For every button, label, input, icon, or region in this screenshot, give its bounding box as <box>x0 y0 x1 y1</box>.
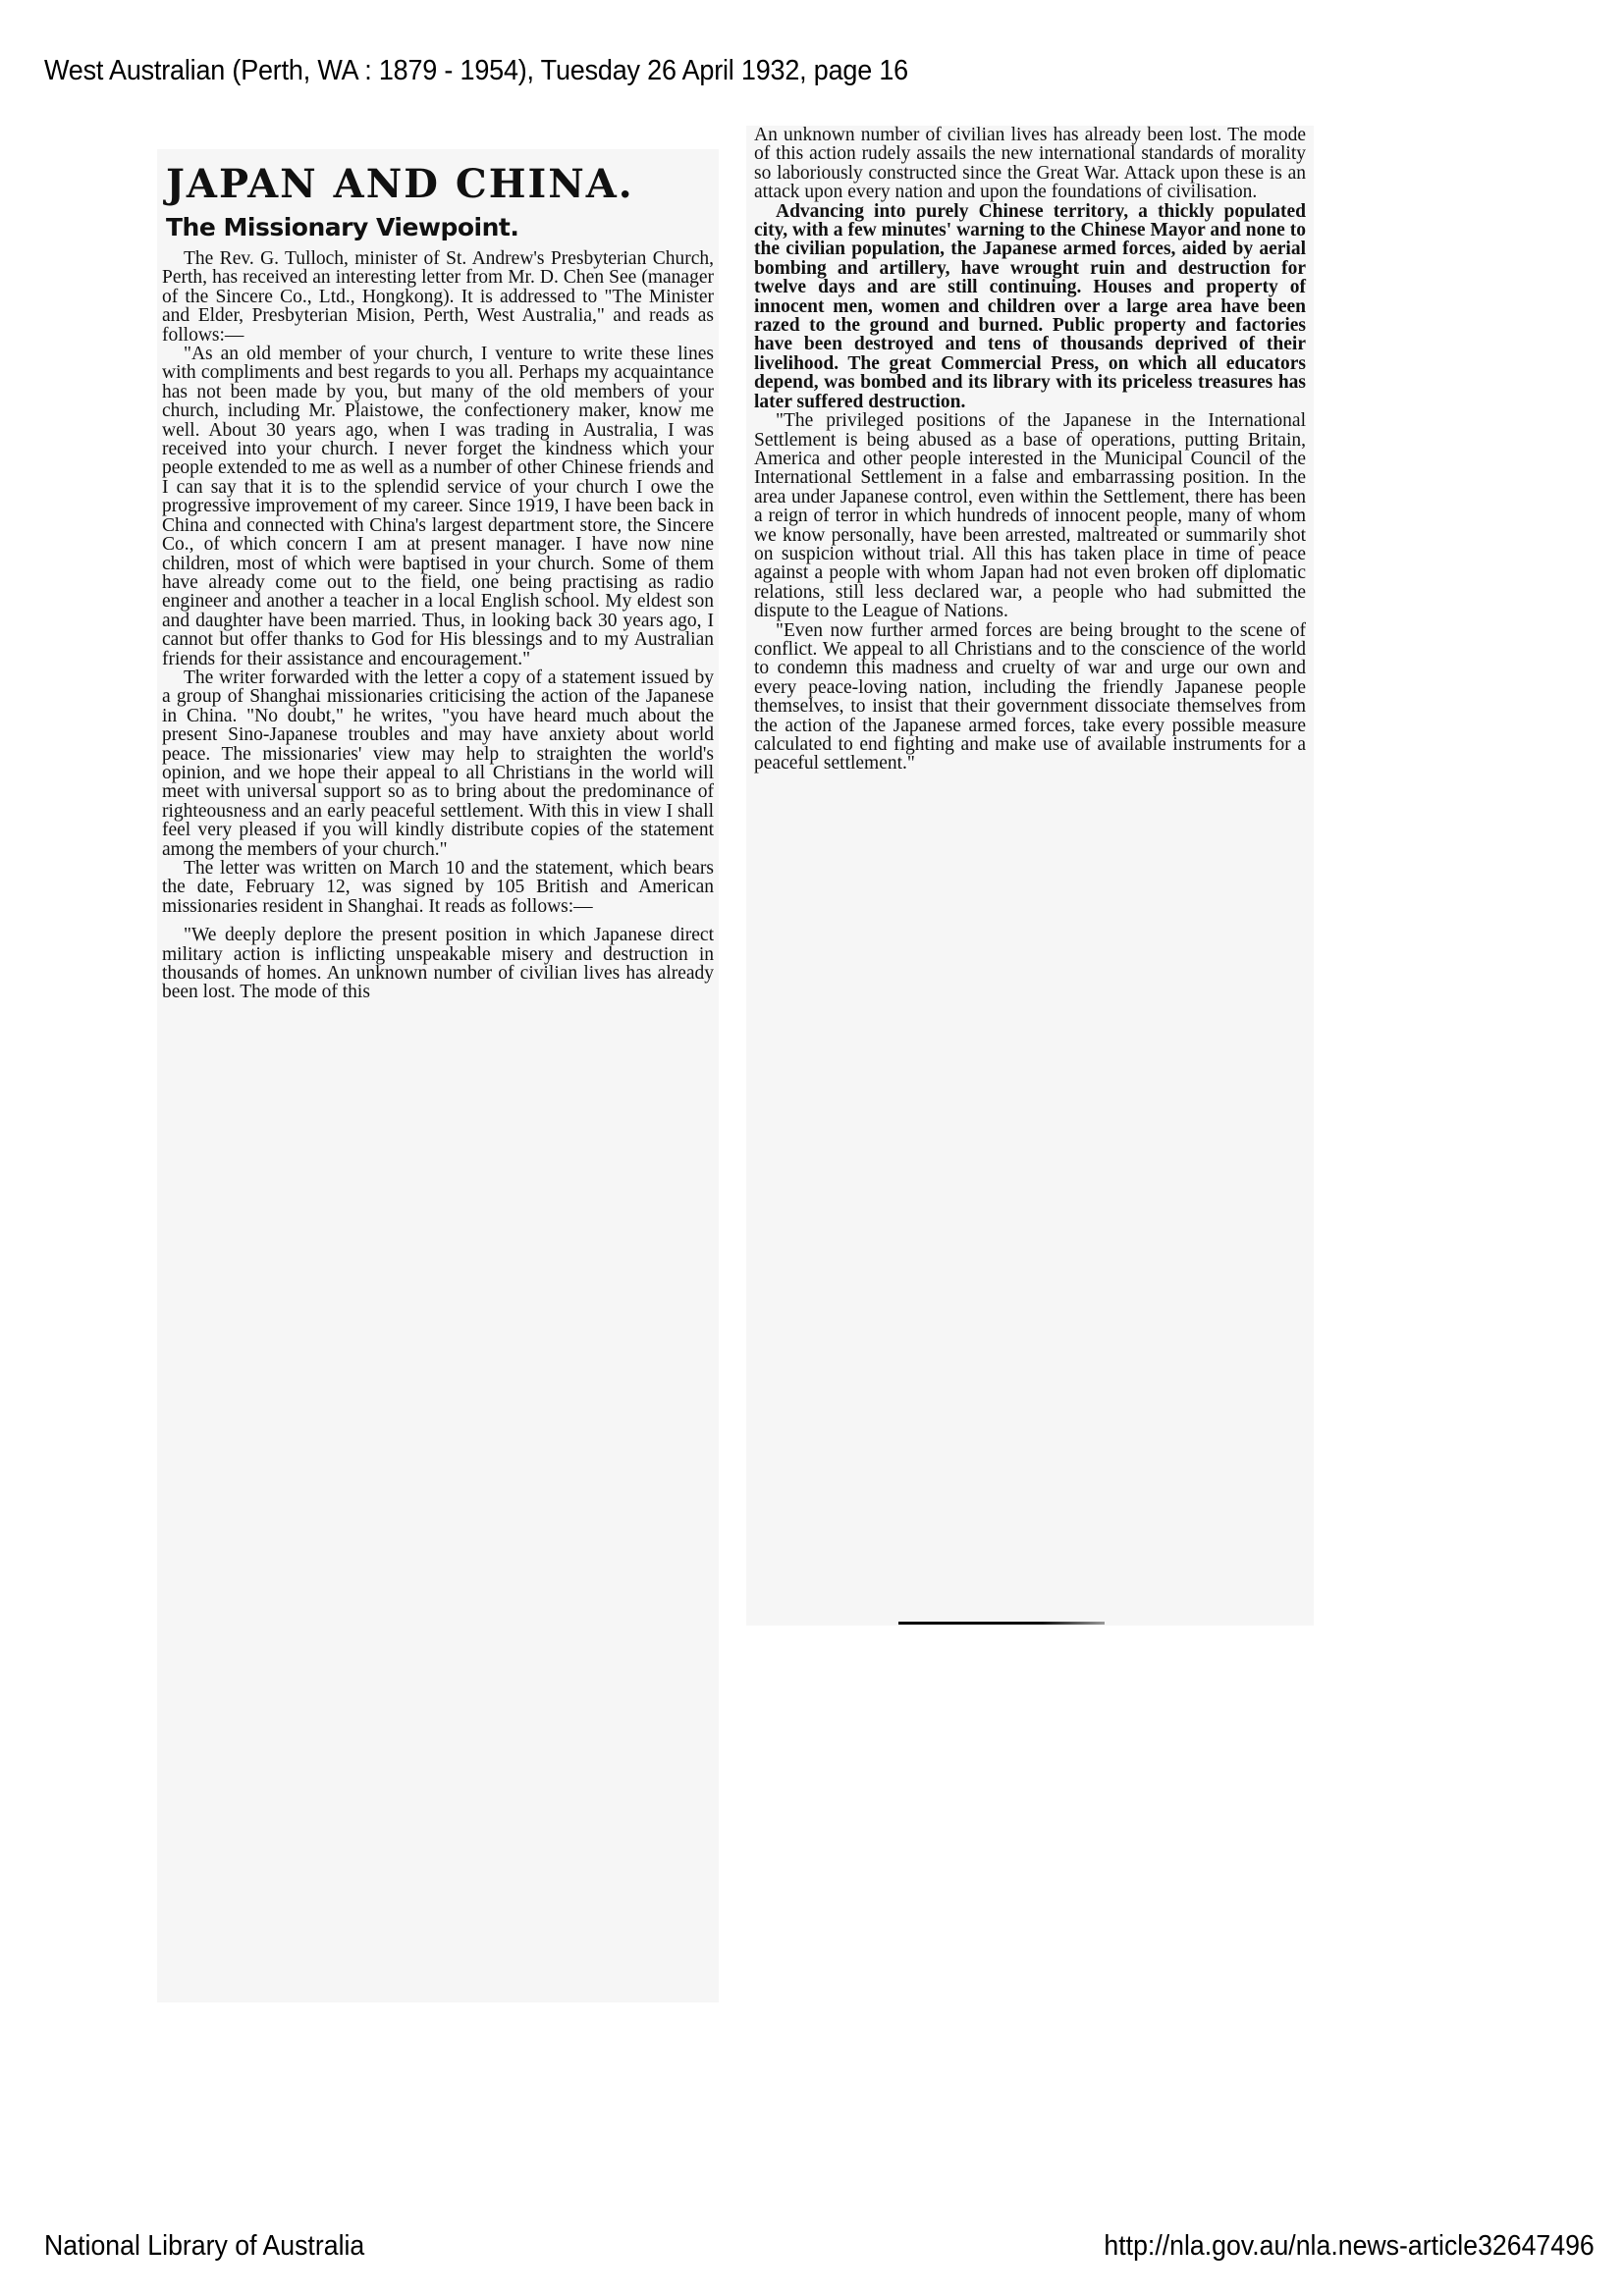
article-paragraph: "Even now further armed forces are being brought to the scene of conflict. We appeal to all Christians and to the conscience of the world to condemn this madness and cruelty of war and urge our own and every peace-loving nation, including the friendly Japanese people themselves, to insist that their government dissociate themselves from the action of the Japanese armed forces, take every possible measure calculated to end fighting and make use of available instruments for a peaceful settlement." <box>754 619 1306 774</box>
article-paragraph: An unknown number of civilian lives has already been lost. The mode of this action rudely assails the new international standards of morality so laboriously constructed since the Great War. Attack upon these is an attack upon every nation and upon the foundations of civilisation. <box>754 125 1306 203</box>
article-paragraph: Advancing into purely Chinese territory, a thickly populated city, with a few minutes' warning to the Chinese Mayor and none to the civilian population, the Japanese armed forces, aided by aerial bombing and artillery, have wrought ruin and destruction for twelve days and are still continuing. Houses and property of innocent men, women and children over a large area have been razed to the ground and burned. Public property and factories have been destroyed and tens of thousands deprived of their livelihood. The great Commercial Press, on which all educators depend, was bombed and its library with its priceless treasures has later suffered destruction. <box>754 200 1306 412</box>
page-header-citation: West Australian (Perth, WA : 1879 - 1954), Tuesday 26 April 1932, page 16 <box>44 55 908 86</box>
article-end-rule <box>898 1622 1105 1625</box>
article-column-2 <box>754 126 1306 774</box>
article-column-1 <box>162 157 714 1002</box>
article-subheadline: The Missionary Viewpoint. <box>166 213 519 241</box>
article-paragraph: The Rev. G. Tulloch, minister of St. Andrew's Presbyterian Church, Perth, has received an interesting letter from Mr. D. Chen See (manager of the Sincere Co., Ltd., Hongkong). It is addressed to "The Minister and Elder, Presbyterian Mision, Perth, West Australia," and reads as follows:— <box>162 248 714 346</box>
footer-source: National Library of Australia <box>44 2230 365 2262</box>
article-paragraph: "The privileged positions of the Japanese in the International Settlement is being abused as a base of operations, putting Britain, America and other people interested in the Municipal Council of the International Settlement in a false and embarrassing position. In the area under Japanese control, even within the Settlement, there has been a reign of terror in which hundreds of innocent people, many of whom we know personally, have been arrested, maltreated or summarily shot on suspicion without trial. All this has taken place in time of peace against a people with whom Japan had not even broken off diplomatic relations, still less declared war, a people who had submitted the dispute to the League of Nations. <box>754 410 1306 622</box>
footer-url-link[interactable]: http://nla.gov.au/nla.news-article32647496 <box>1104 2230 1595 2262</box>
article-headline: JAPAN AND CHINA. <box>166 161 634 207</box>
article-paragraph: "As an old member of your church, I venture to write these lines with compliments and best regards to you all. Perhaps my acquaintance has not been made by you, but many of the old members of your church, including Mr. Plaistowe, the confectionery maker, know me well. About 30 years ago, when I was trading in Australia, I was received into your church. I never forget the kindness which your people extended to me as well as a number of other Chinese friends and I can say that it is to the splendid service of your church I owe the progressive improvement of my career. Since 1919, I have been back in China and connected with China's largest department store, the Sincere Co., of which concern I am at present manager. I have now nine children, most of which were baptised in your church. Some of them have already come out to the field, one being practising as radio engineer and another a teacher in a local English school. My eldest son and daughter have been married. Thus, in looking back 30 years ago, I cannot but offer thanks to God for His blessings and to my Australian friends for their assistance and encouragement." <box>162 344 714 669</box>
article-paragraph: "We deeply deplore the present position in which Japanese direct military action is inflicting unspeakable misery and destruction in thousands of homes. An unknown number of civilian lives has already been lost. The mode of this <box>162 925 714 1003</box>
article-paragraph: The writer forwarded with the letter a copy of a statement issued by a group of Shanghai missionaries criticising the action of the Japanese in China. "No doubt," he writes, "you have heard much about the present Sino-Japanese troubles and may have anxiety about world peace. The missionaries' view may help to straighten the world's opinion, and we hope their appeal to all Christians in the world will meet with universal support so as to bring about the predominance of righteousness and an early peaceful settlement. With this in view I shall feel very pleased if you will kindly distribute copies of the statement among the members of your church." <box>162 667 714 860</box>
article-paragraph: The letter was written on March 10 and the statement, which bears the date, February 12, was signed by 105 British and American missionaries resident in Shanghai. It reads as follows:— <box>162 858 714 917</box>
